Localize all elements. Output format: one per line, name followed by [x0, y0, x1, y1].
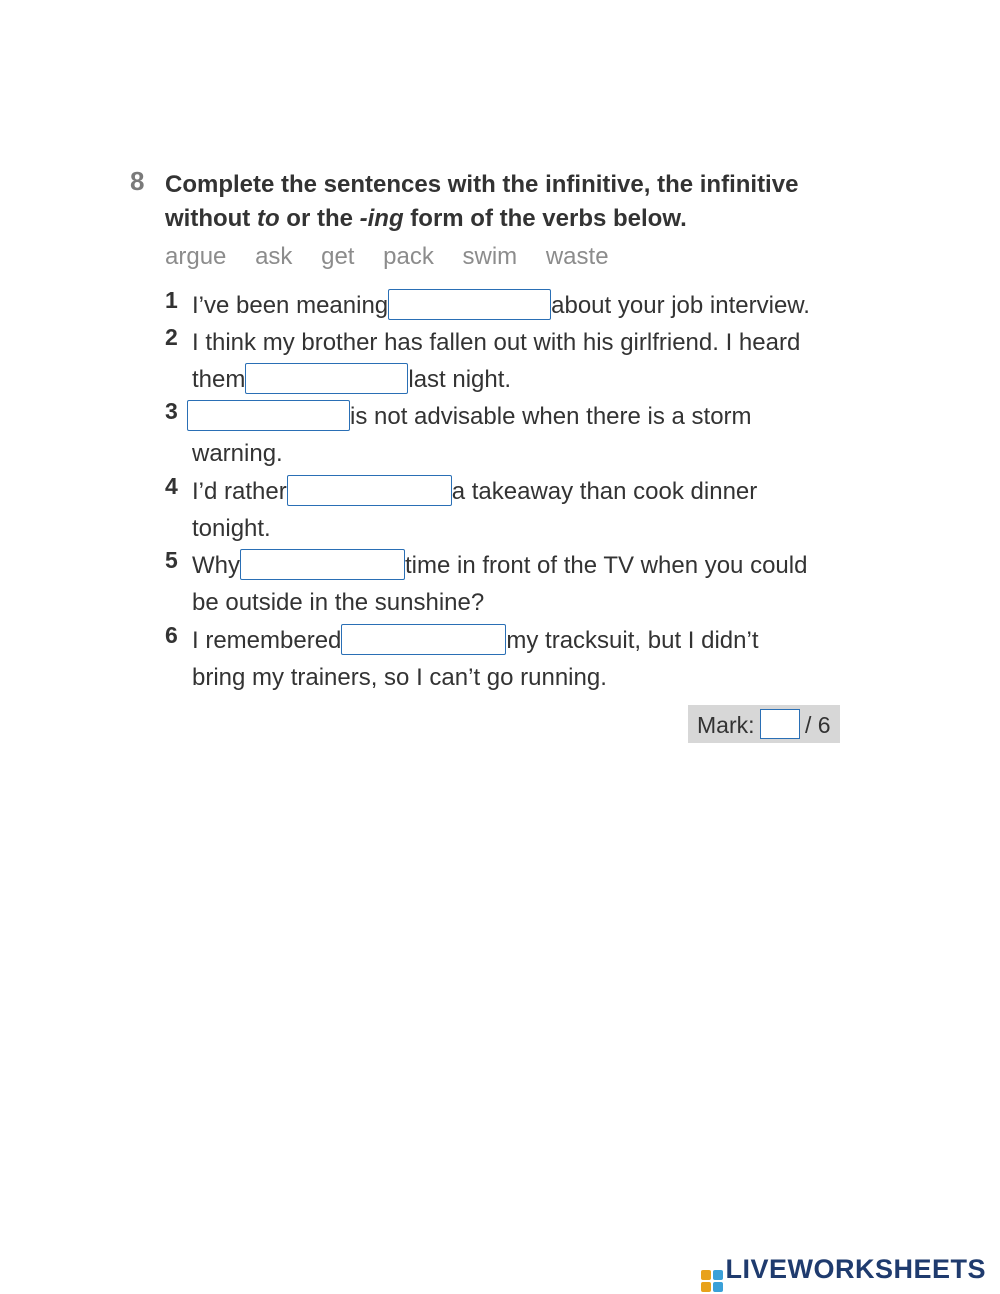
answer-input-3[interactable] — [187, 400, 350, 431]
liveworksheets-logo — [701, 1254, 986, 1292]
answer-input-4[interactable] — [287, 475, 452, 506]
verb-ask: ask — [255, 243, 293, 270]
mark-total: / 6 — [805, 712, 831, 738]
sentence-5-line-1: Why time in front of the TV when you could — [192, 547, 807, 584]
sentence-1: I’ve been meaning about your job interview. — [192, 287, 810, 324]
verb-argue: argue — [165, 243, 227, 270]
answer-input-5[interactable] — [240, 549, 405, 580]
liveworksheets-logo-icon — [701, 1270, 723, 1292]
question-number: 5 — [165, 547, 178, 573]
sentence-3-line-1: is not advisable when there is a storm — [187, 398, 752, 435]
question-number: 6 — [165, 622, 178, 648]
verb-swim: swim — [462, 243, 518, 270]
verb-list — [165, 243, 631, 271]
answer-input-6[interactable] — [341, 624, 506, 655]
sentence-6-line-2: bring my trainers, so I can’t go running. — [192, 664, 607, 691]
sentence-2-line-2: them last night. — [192, 361, 511, 398]
mark-box — [688, 705, 840, 743]
sentence-2-line-1: I think my brother has fallen out with his girlfriend. I heard — [192, 329, 801, 356]
logo-text: LIVEWORKSHEETS — [725, 1254, 986, 1284]
mark-input[interactable] — [760, 709, 800, 739]
verb-pack: pack — [383, 243, 434, 270]
sentence-6-line-1: I remembered my tracksuit, but I didn’t — [192, 622, 758, 659]
question-number: 4 — [165, 473, 178, 499]
verb-get: get — [321, 243, 355, 270]
instruction-line-2: without to or the -ing form of the verbs below. — [165, 205, 687, 232]
question-number: 3 — [165, 398, 178, 424]
question-number: 1 — [165, 287, 178, 313]
sentence-4-line-2: tonight. — [192, 515, 271, 542]
answer-input-2[interactable] — [245, 363, 408, 394]
sentence-4-line-1: I’d rather a takeaway than cook dinner — [192, 473, 757, 510]
sentence-3-line-2: warning. — [192, 440, 283, 467]
exercise-instructions — [165, 168, 798, 236]
exercise-number: 8 — [130, 166, 145, 196]
instruction-line-1: Complete the sentences with the infinitive, the infinitive — [165, 171, 799, 198]
answer-input-1[interactable] — [388, 289, 551, 320]
mark-label: Mark: — [697, 712, 755, 738]
verb-waste: waste — [545, 243, 609, 270]
sentence-5-line-2: be outside in the sunshine? — [192, 589, 485, 616]
question-number: 2 — [165, 324, 178, 350]
